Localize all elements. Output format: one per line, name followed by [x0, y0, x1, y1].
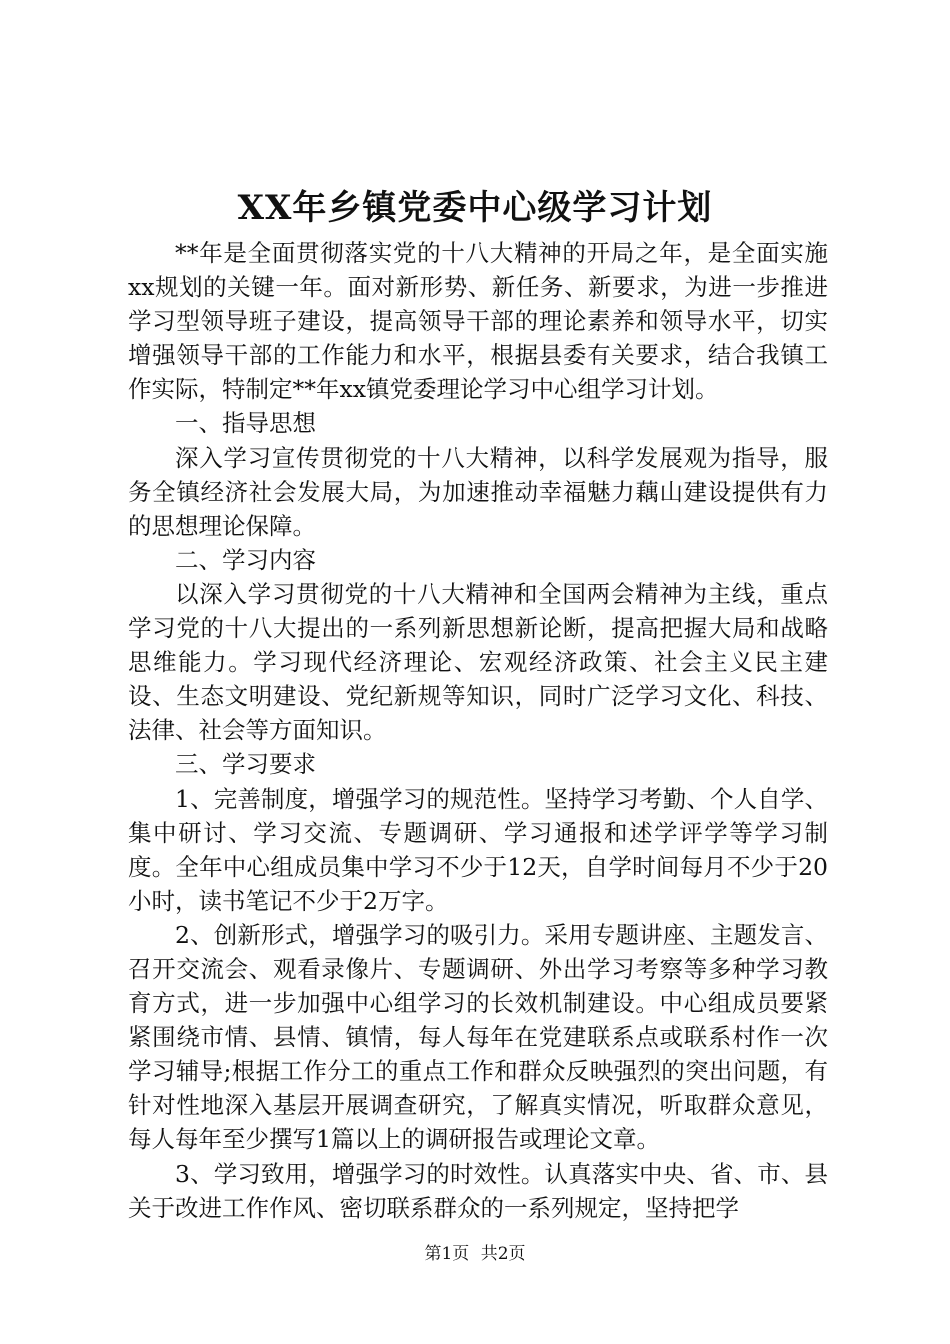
requirement-paragraph-3: 3、学习致用，增强学习的时效性。认真落实中央、省、市、县关于改进工作作风、密切联系群众的一系列规定，坚持把学 [128, 1159, 828, 1222]
document-title: XX年乡镇党委中心级学习计划 [237, 188, 713, 228]
section-heading-guiding-thought: 一、指导思想 [175, 409, 316, 438]
section-heading-study-requirements: 三、学习要求 [175, 750, 316, 779]
page-footer [0, 1242, 950, 1266]
page-number-total: 共2页 [480, 1244, 526, 1264]
section-heading-study-content: 二、学习内容 [175, 545, 316, 574]
requirement-paragraph-1: 1、完善制度，增强学习的规范性。坚持学习考勤、个人自学、集中研讨、学习交流、专题调研、学习通报和述学评学等学习制度。全年中心组成员集中学习不少于12天，自学时间每月不少于20小时，读书笔记不少于2万字。 [128, 784, 828, 915]
intro-paragraph: **年是全面贯彻落实党的十八大精神的开局之年，是全面实施xx规划的关键一年。面对新形势、新任务、新要求，为进一步推进学习型领导班子建设，提高领导干部的理论素养和领导水平，切实增强领导干部的工作能力和水平，根据县委有关要求，结合我镇工作实际，特制定**年xx镇党委理论学习中心组学习计划。 [128, 239, 828, 404]
page-number-current: 第1页 [424, 1244, 470, 1264]
document-body [128, 236, 828, 1225]
requirement-paragraph-2: 2、创新形式，增强学习的吸引力。采用专题讲座、主题发言、召开交流会、观看录像片、专题调研、外出学习考察等多种学习教育方式，进一步加强中心组学习的长效机制建设。中心组成员要紧紧围绕市情、县情、镇情，每人每年在党建联系点或联系村作一次学习辅导;根据工作分工的重点工作和群众反映强烈的突出问题，有针对性地深入基层开展调查研究，了解真实情况，听取群众意见，每人每年至少撰写1篇以上的调研报告或理论文章。 [128, 920, 828, 1154]
study-content-paragraph: 以深入学习贯彻党的十八大精神和全国两会精神为主线，重点学习党的十八大提出的一系列新思想新论断，提高把握大局和战略思维能力。学习现代经济理论、宏观经济政策、社会主义民主建设、生态文明建设、党纪新规等知识，同时广泛学习文化、科技、法律、社会等方面知识。 [128, 579, 828, 745]
guiding-thought-paragraph: 深入学习宣传贯彻党的十八大精神，以科学发展观为指导，服务全镇经济社会发展大局，为加速推动幸福魅力藕山建设提供有力的思想理论保障。 [128, 443, 828, 540]
